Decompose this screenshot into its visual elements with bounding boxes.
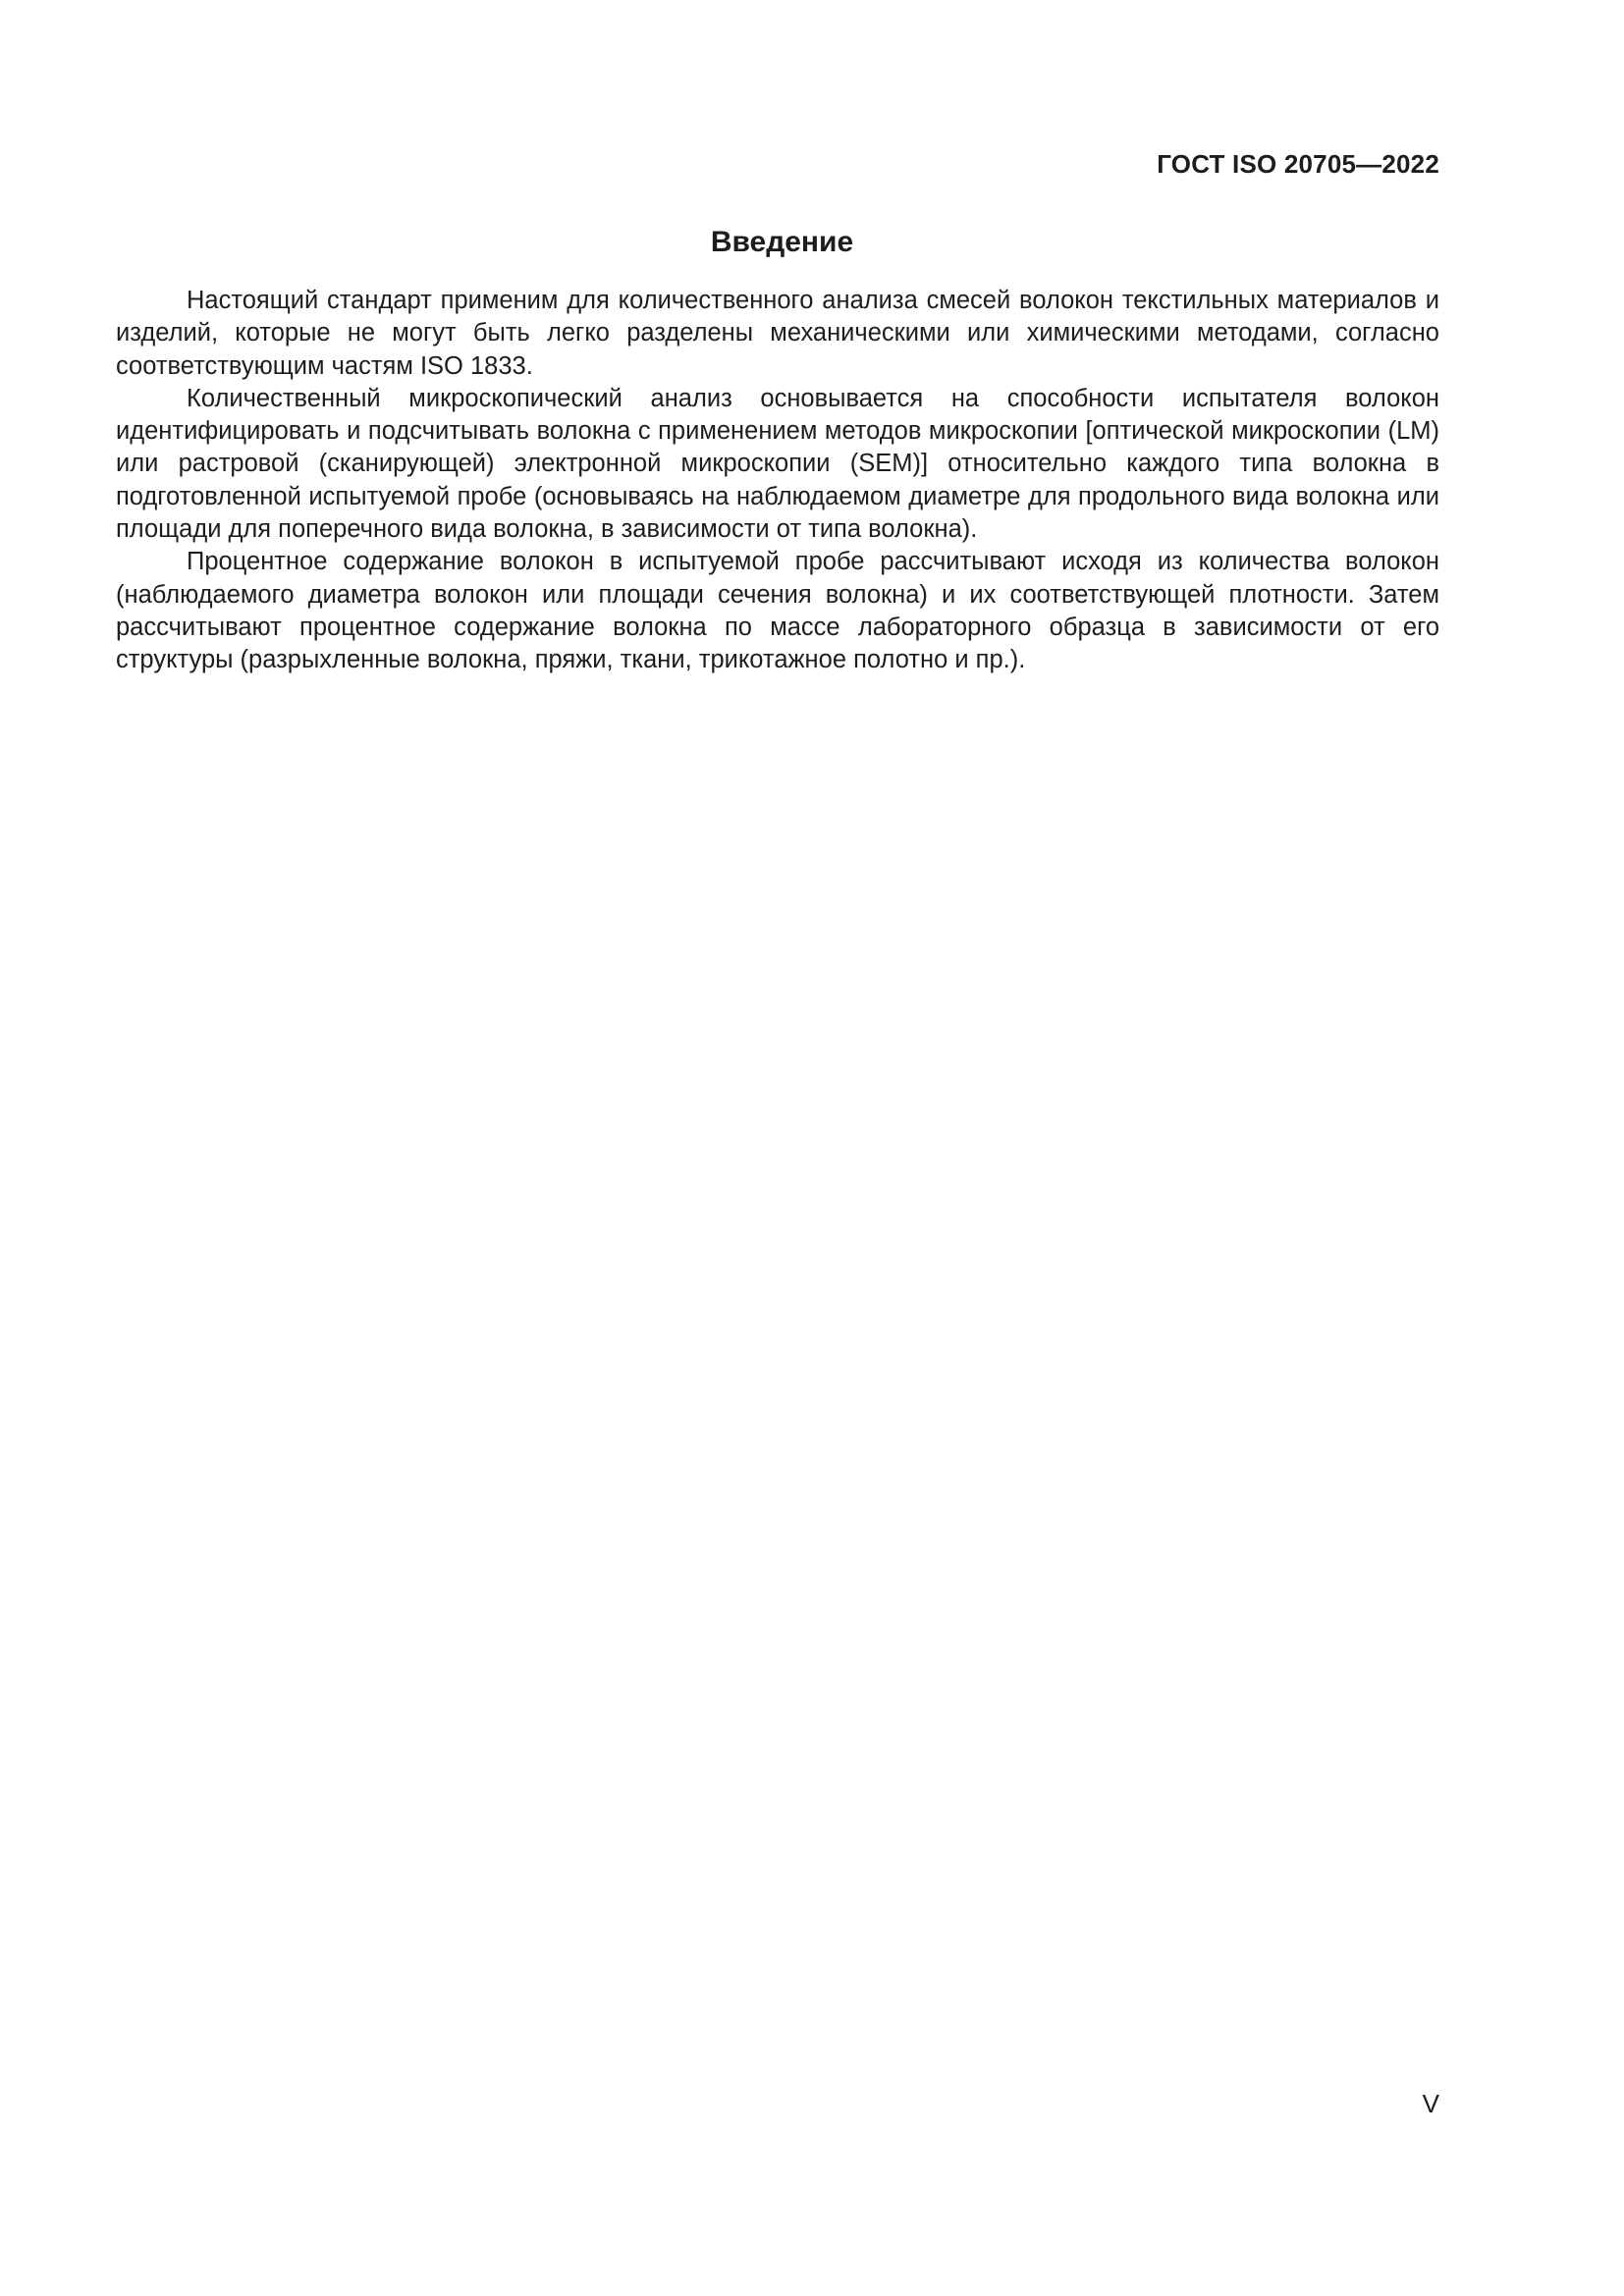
introduction-body bbox=[116, 285, 1439, 677]
paragraph-calculation: Процентное содержание волокон в испытуемой пробе рассчитывают исходя из количества волокон (наблюдаемого диаметра волокон или площади сечения волокна) и их соответствующей плотности. Затем рассчитывают процентное содержание волокна по массе лабораторного образца в зависимости от его структуры (разрыхленные волокна, пряжи, ткани, трикотажное полотно и пр.). bbox=[116, 548, 1439, 674]
paragraph-scope: Настоящий стандарт применим для количественного анализа смесей волокон текстильных материалов и изделий, которые не могут быть легко разделены механическими или химическими методами, согласно соответствующим частям ISO 1833. bbox=[116, 287, 1439, 380]
page-number: V bbox=[1422, 2089, 1439, 2118]
section-title: Введение bbox=[710, 226, 854, 258]
document-code-header: ГОСТ ISO 20705—2022 bbox=[1157, 149, 1439, 179]
paragraph-method: Количественный микроскопический анализ основывается на способности испытателя волокон идентифицировать и подсчитывать волокна с применением методов микроскопии [оптической микроскопии (LM) или растровой (сканирующей) электронной микроскопии (SEM)] относительно каждого типа волокна в подготовленной испытуемой пробе (основываясь на наблюдаемом диаметре для продольного вида волокна или площади для поперечного вида волокна, в зависимости от типа волокна). bbox=[116, 384, 1439, 544]
